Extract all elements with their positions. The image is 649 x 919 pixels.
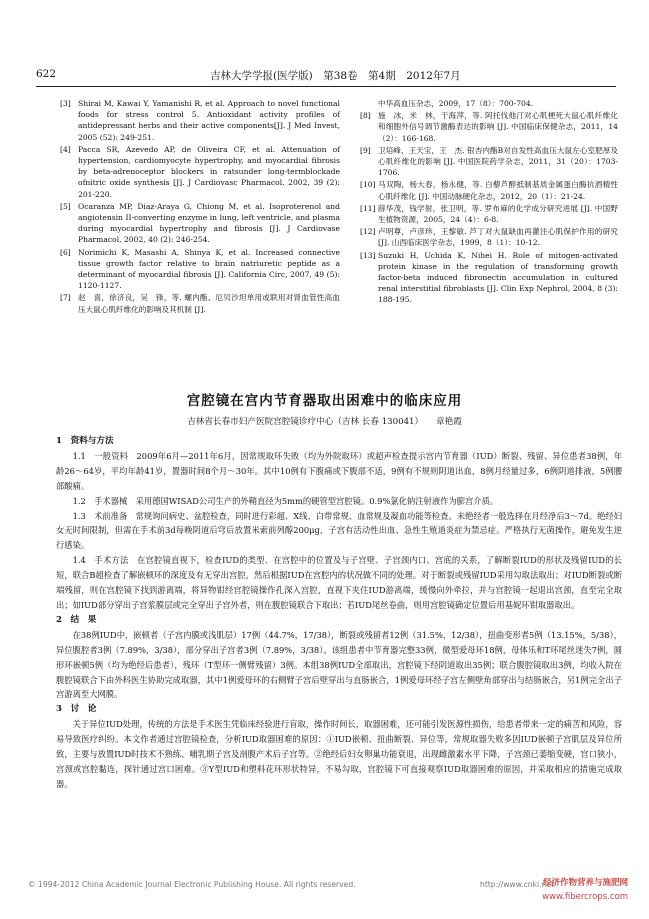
reference-text: Shirai M, Kawai Y, Yamanishi R, et al. Approach to novel functional foods for stress control 5. Antioxidant activity profiles of antidepressant herbs and their active components[J]. J Med Invest, 2005 (52): 249-251. <box>78 99 340 142</box>
reference-number: [6] <box>60 247 71 257</box>
body-paragraph: 在38例IUD中，嵌顿者（子宫内膜或浅肌层）17例（44.7%，17/38），断裂或残留者12例（31.5%，12/38），扭曲变形者5例（13.15%，5/38），异位腹腔者3例（7.89%，3/38），部分穿出子宫者3例（7.89%，3/38）。该组患者中节育器完整33例，微型爱母环18例，母体乐和T环尾丝迷失7例，圆形环嵌顿5例（均为绝经后患者），残环（T型环一侧臂残留）3例。本组38例IUD全部取出，宫腔镜下经阴道取出35例；联合腹腔镜取出3例，均收入院在腹腔镜联合下由外科医生协助完成取器，其中1例爱母环的右侧臂子宫后壁穿出与直肠嵌合，1例爱母环经子宫左侧壁角部穿出与结肠嵌合，另1例完全出子宫游离至大网膜。 <box>56 629 622 700</box>
section-heading: 2 结 果 <box>56 614 97 625</box>
reference-item <box>360 250 618 306</box>
reference-text: 卫培峰，王天宝，王 杰. 银杏内酯B对自发性高血压大鼠左心室肥厚及心肌纤维化的影响 [J]. 中国医院药学杂志，2011，31（20）：1703-1706. <box>378 145 618 178</box>
section-heading: 3 讨 论 <box>56 704 97 715</box>
reference-item <box>360 98 618 109</box>
reference-number: [12] <box>360 227 376 237</box>
body-paragraph: 1.3 术前准备 常规询问病史、盆腔检查，同时进行彩超、X线、白带常规、血常规及凝血功能等检查。未绝经者一般选择在月经净后3～7d。绝经妇女无时间限制，但需在手术前3d每晚阴道后穹后放置米索前列醇200μg，子宫有活动性出血、急性生殖道炎症为禁忌症。严格执行无菌操作，避免发生逆行感染。 <box>56 510 622 551</box>
article-affiliation: 吉林省长春市妇产医院宫腔镜诊疗中心（吉林 长春 130041） 章艳霞 <box>187 417 462 427</box>
reference-text: 施 冰，米 林，于海萍，等. 阿托伐他汀对心肌梗死大鼠心肌纤维化和细胞外信号调节激酶表达的影响 [J]. 中国临床保健杂志，2011，14（2）：166-168. <box>378 111 618 143</box>
reference-item <box>360 226 618 248</box>
section-heading: 1 资料与方法 <box>56 436 114 446</box>
reference-number: [7] <box>60 293 71 303</box>
reference-item <box>360 145 618 179</box>
copyright-notice: © 1994-2012 China Academic Journal Electronic Publishing House. All rights reserved. <box>28 880 356 889</box>
reference-text: 薛华茂，钱学射，张卫明，等. 罗布麻的化学成分研究进展 [J]. 中国野生植物资源，2005，24（4）：6-8. <box>378 203 618 225</box>
reference-text: Pacca SR, Azevedo AP, de Oliveira CF, et al. Attenuation of hypertension, cardiomyocyte hypertrophy, and myocardial fibrosis by beta-adrenoceptor blockers in ratsunder long-termblockade ofnitric oxide synthesis [J]. J Cardiovasc Pharmacol, 2002, 39 (2): 201-220. <box>78 144 340 199</box>
header-rule <box>36 86 616 87</box>
reference-text: Norimichi K, Masashi A, Shinya K, et al. Increased connective tissue growth factor relative to brain natriuretic peptide as a determinant of myocardial fibrosis [J]. California Circ, 2007, 49 (5): 1120-1127. <box>78 247 340 291</box>
references-left-column <box>60 98 340 316</box>
reference-item <box>60 201 340 246</box>
reference-item <box>360 203 618 225</box>
running-header <box>36 68 616 86</box>
reference-number: [10] <box>360 180 376 190</box>
reference-number: [5] <box>60 201 71 211</box>
reference-item <box>360 179 618 201</box>
body-paragraph: 1.2 手术器械 采用德国WISAD公司生产的外鞘直径为5mm的硬管型宫腔镜。0.9%氯化钠注射液作为膨宫介质。 <box>72 495 499 506</box>
reference-text: Ocaranza MP, Diaz-Araya G, Chiong M, et al. Isoproterenol and angiotensin II-converting enzyme in lung, left ventricle, and plasma during myocardial hypertrophy and fibrosis [J]. J Cardiovase Pharmacol, 2002, 40 (2): 246-254. <box>78 201 340 245</box>
journal-info: 吉林大学学报(医学版) 第38卷 第4期 2012年7月 <box>210 70 461 82</box>
body-paragraph: 1.4 手术方法 在宫腔镜直视下，检查IUD的类型、在宫腔中的位置及与子宫壁、子宫颈内口、宫底的关系，了解断裂IUD的形状及残留IUD的长短，联合B超检查了解嵌顿环的深度及有无穿出宫腔，然后根据IUD在宫腔内的状况做不同的处理。对于断裂或残留IUD采用勾取法取出；对IUD断裂或断端残留，则在宫腔镜下找到游离端，将异物钳经宫腔镜操作孔深入宫腔，直视下夹住IUD游离端，缓慢向外牵拉，并与宫腔镜一起退出宫颈，直至完全取出；如IUD部分穿出子宫浆膜层或完全穿出子宫外者，则在腹腔镜联合下取出；若IUD尾丝卷曲，则用宫腔镜确定位置后用基妮环钳取器取出。 <box>56 555 622 610</box>
watermark-url: www.fibercrops.com <box>542 892 628 902</box>
reference-number: [4] <box>60 144 71 154</box>
page-number: 622 <box>36 68 57 80</box>
reference-number: [3] <box>60 99 71 108</box>
reference-number: [8] <box>360 111 371 121</box>
reference-item <box>60 292 340 314</box>
reference-text: 中华高血压杂志，2009，17（8）：700-704. <box>378 99 534 108</box>
reference-item <box>60 98 340 143</box>
body-paragraph: 关于异位IUD处理，传统的方法是手术医生凭临床经验进行盲取，操作时间长，取器困难，还可能引发医源性损伤，给患者带来一定的痛苦和风险，容易导致医疗纠纷。本文作者通过宫腔镜检查，分析IUD取器困难的原因：①IUD嵌顿、扭曲断裂、异位等，常规取器失败多因IUD嵌顿子宫肌层及异位所致，主要与放置IUD时技术不熟练、哺乳期子宫及剖腹产术后子宫等。②绝经后妇女卵巢功能衰退，出现雌激素水平下降，子宫颈已萎缩变硬，宫口狭小，宫颈或宫腔黏连，探针通过宫口困难。③Y型IUD和塑料花环形状特异，不易勾取，宫腔镜下可直接观察IUD取器困难的原因，并采取相应的措施完成取器。 <box>56 719 622 789</box>
article-body <box>56 434 622 792</box>
reference-text: 卢明尊，卢彦珍，王黎敏. 芦丁对大鼠缺血再灌注心肌保护作用的研究 [J]. 山西临床医学杂志，1999，8（1）：10-12. <box>378 227 618 248</box>
reference-item <box>360 110 618 144</box>
footer-url[interactable]: http://www.cnki.net <box>480 880 554 889</box>
reference-item <box>60 247 340 292</box>
references-right-column <box>360 98 618 307</box>
article-title: 宫腔镜在宫内节育器取出困难中的临床应用 <box>186 393 463 409</box>
reference-number: [11] <box>360 203 376 213</box>
body-paragraph: 1.1 一般资料 2009年6月—2011年6月，因常规取环失败（均为外院取环）或超声检查提示宫内节育器（IUD）断裂、残留、异位患者38例，年龄26～64岁，平均年龄41岁，置器时间8个月～30年。其中10例有下腹痛或下腹部不适，9例有不规则阴道出血，8例月经量过多，6例阴道排液，5例腰部酸痛。 <box>56 450 622 491</box>
reference-text: 赵 喜，徐济良，吴 锋，等. 螺内酯、厄贝沙坦单用或联用对肾血管性高血压大鼠心肌纤维化的影响及其机制 [J]. <box>78 293 340 314</box>
reference-text: 马双陶，杨大春，杨永健，等. 白藜芦醇抵制基质金属蛋白酶抗酒精性心肌纤维化 [J]. 中国动脉硬化杂志，2012，20（1）：21-24. <box>378 180 618 201</box>
reference-number: [13] <box>360 250 376 260</box>
reference-text: Suzuki H, Uchida K, Nihei H. Role of mitogen-activated protein kinase in the regulation of transforming growth factor-beta induced fibronectin accumulation in cultured renal interstitial fibroblasts [J]. Clin Exp Nephrol, 2004, 8 (3): 188-195. <box>378 250 618 305</box>
reference-number: [9] <box>360 145 371 155</box>
reference-item <box>60 144 340 200</box>
page-footer <box>28 878 628 902</box>
watermark-logo: 经济作物营养与施肥网 <box>542 878 628 888</box>
